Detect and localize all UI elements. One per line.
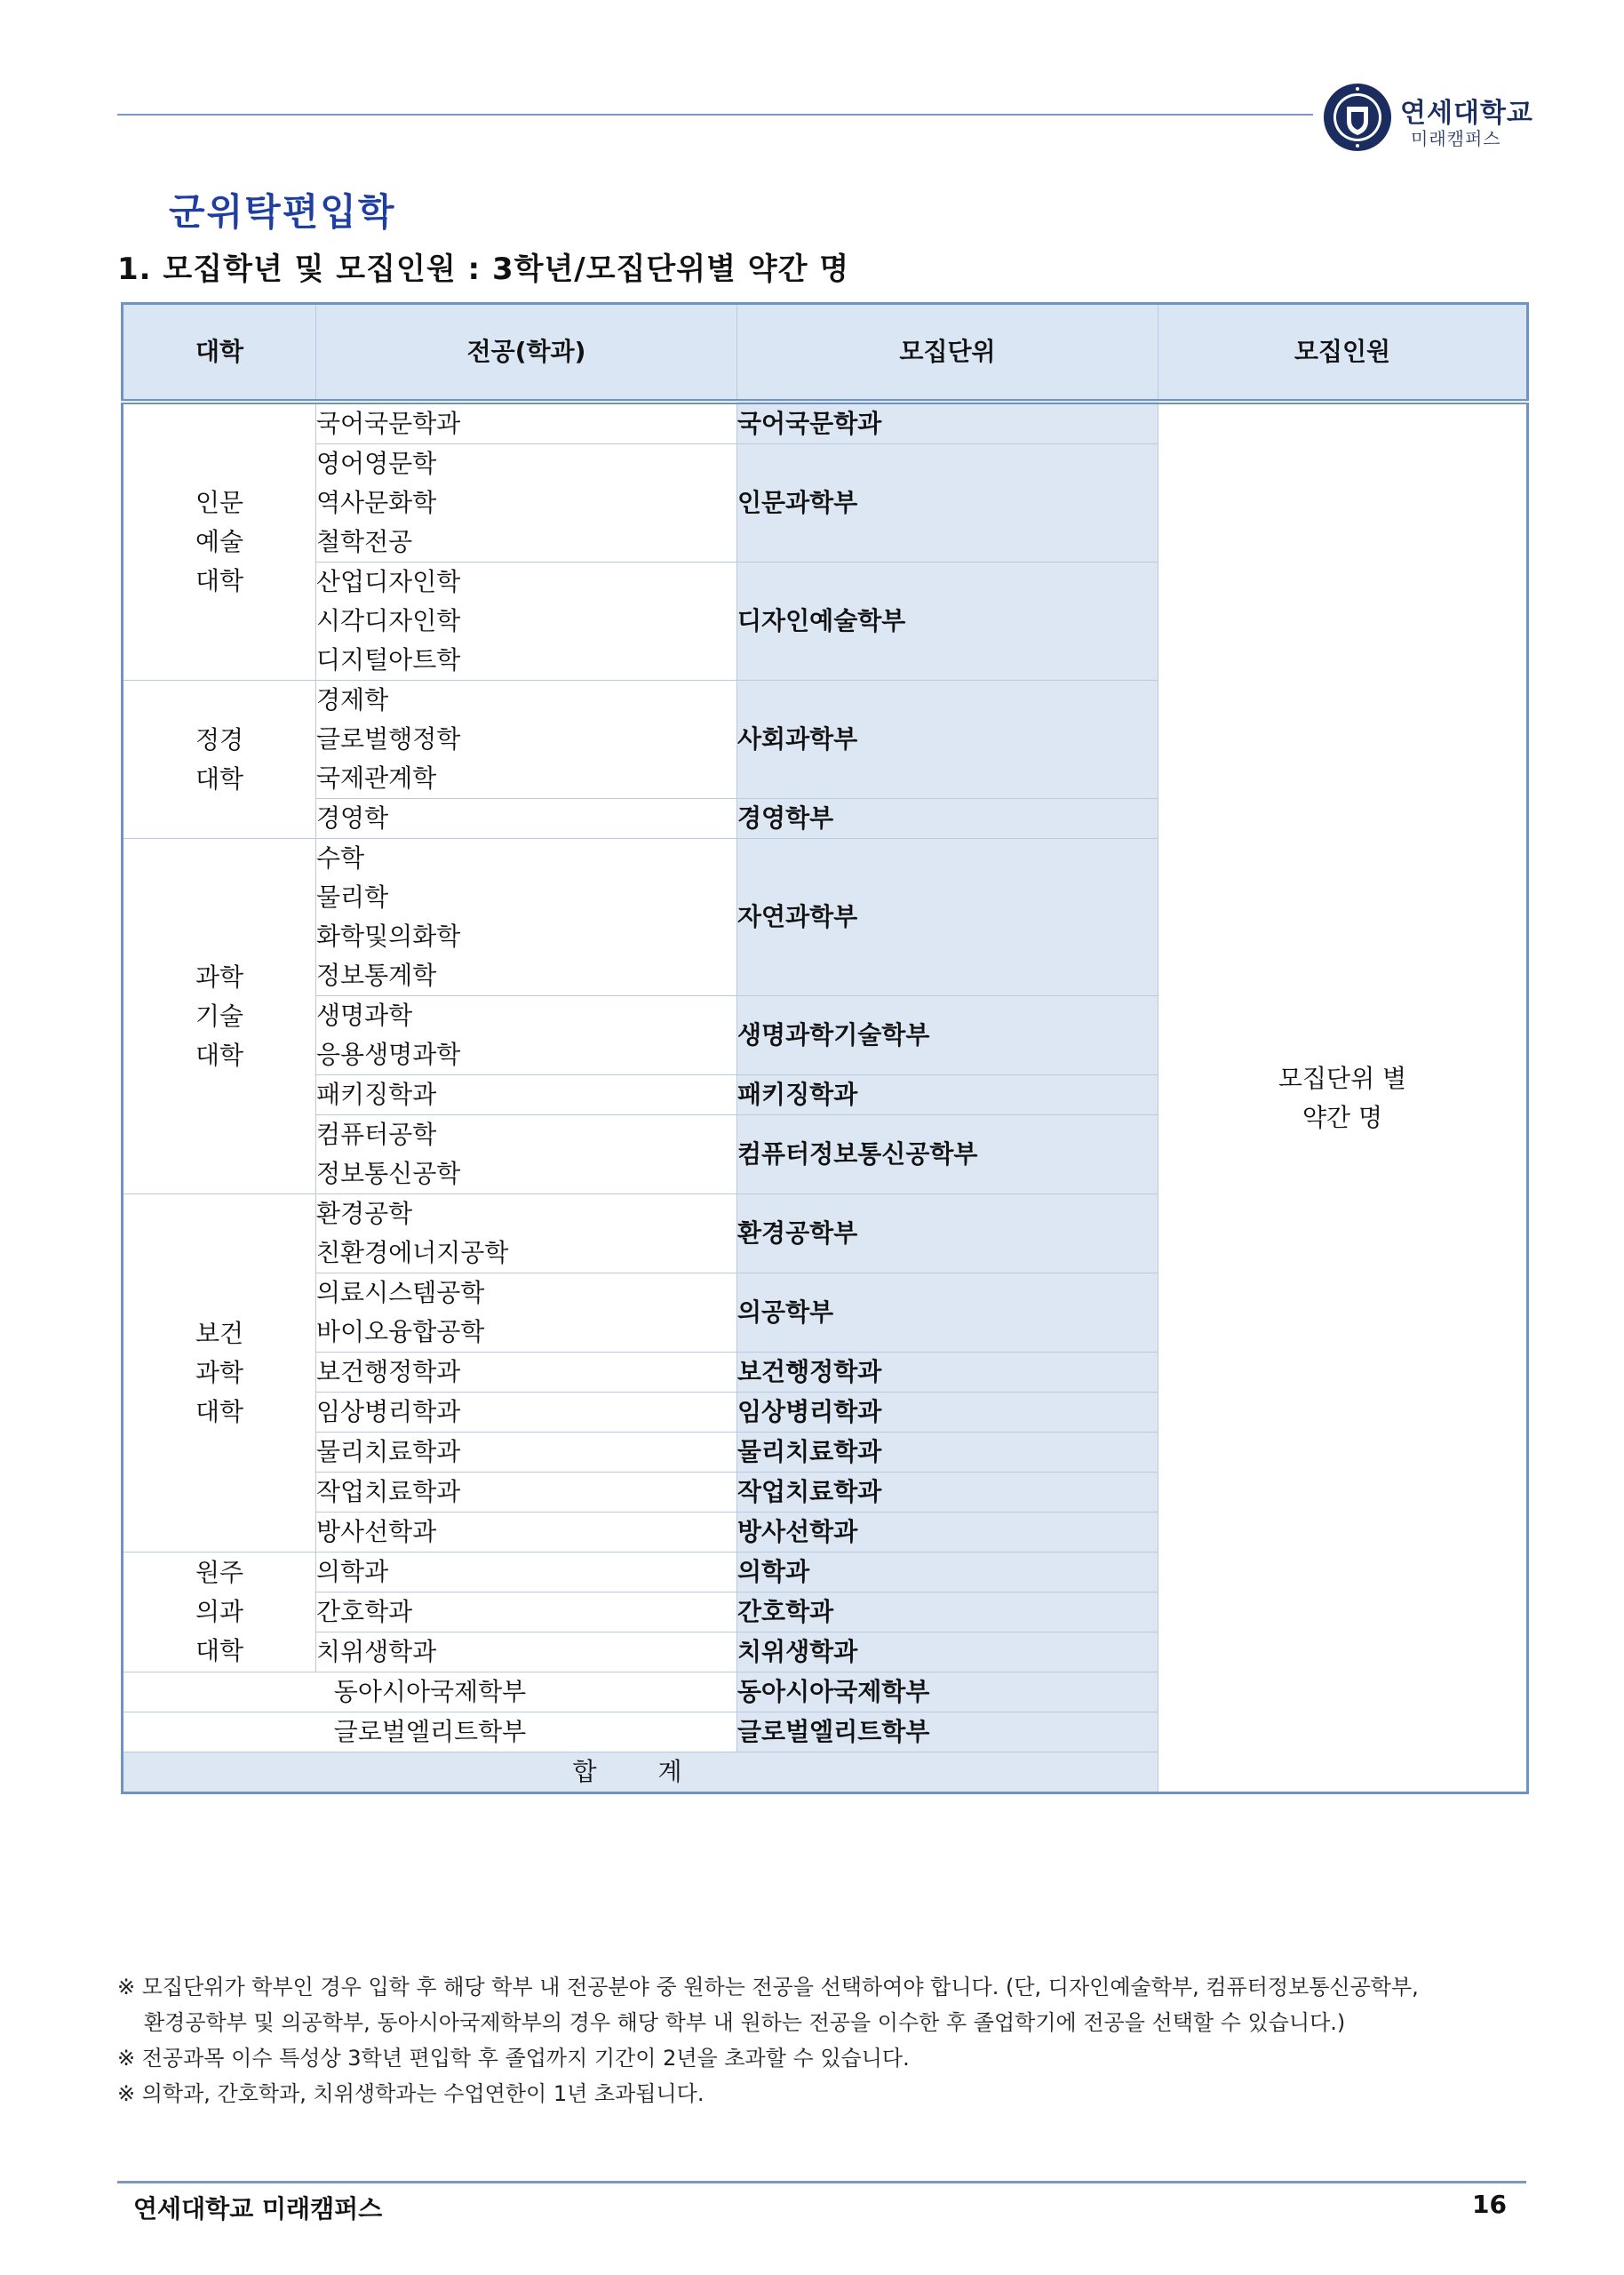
- major-name: 화학및의화학: [316, 922, 461, 951]
- college-cell: [123, 1553, 316, 1672]
- major-cell: [316, 1553, 737, 1592]
- unit-name: 임상병리학과: [737, 1397, 882, 1426]
- college-name: 인문: [195, 488, 244, 517]
- major-name: 국제관계학: [316, 763, 437, 793]
- unit-cell: [737, 681, 1158, 799]
- unit-cell: [737, 1194, 1158, 1273]
- note-line: ※ 전공과목 이수 특성상 3학년 편입학 후 졸업까지 기간이 2년을 초과할 수 있습니다.: [117, 2046, 910, 2071]
- header-quota: 모집인원: [1158, 304, 1528, 403]
- unit-name: 인문과학부: [737, 488, 858, 517]
- unit-cell: [737, 996, 1158, 1075]
- major-name: 응용생명과학: [316, 1040, 461, 1069]
- unit-name: 의학과: [737, 1557, 810, 1586]
- major-cell: [316, 402, 737, 444]
- unit-cell: [737, 402, 1158, 444]
- major-cell: [316, 444, 737, 563]
- header-rule: [117, 114, 1313, 116]
- page-title: 군위탁편입학: [169, 190, 396, 234]
- note-line: ※ 의학과, 간호학과, 치위생학과는 수업연한이 1년 초과됩니다.: [117, 2081, 705, 2106]
- major-cell: [316, 799, 737, 839]
- major-name: 시각디자인학: [316, 606, 461, 635]
- major-name: 국어국문학과: [316, 409, 461, 438]
- unit-cell: [737, 799, 1158, 839]
- college-cell: [123, 681, 316, 839]
- college-cell: [123, 1194, 316, 1553]
- major-cell: [316, 996, 737, 1075]
- unit-name: 동아시아국제학부: [737, 1677, 930, 1706]
- unit-cell: [737, 839, 1158, 996]
- footer-university: 연세대학교 미래캠퍼스: [133, 2194, 383, 2223]
- unit-name: 방사선학과: [737, 1517, 858, 1546]
- college-cell: [123, 402, 316, 681]
- college-name: 과학: [195, 1358, 244, 1387]
- header-college: 대학: [123, 304, 316, 403]
- major-cell: [316, 1473, 737, 1513]
- quota-cell: [1158, 402, 1528, 1793]
- total-label: 합 계: [572, 1757, 709, 1786]
- college-cell: [123, 839, 316, 1194]
- major-name: 역사문화학: [316, 488, 437, 517]
- college-name: 기술: [195, 1001, 244, 1031]
- major-name: 치위생학과: [316, 1637, 437, 1666]
- university-seal-icon: [1322, 82, 1393, 153]
- college-name: 정경: [195, 724, 244, 754]
- college-name: 보건: [195, 1319, 244, 1348]
- major-name: 경제학: [316, 685, 389, 714]
- major-name: 수학: [316, 843, 365, 873]
- major-name: 보건행정학과: [316, 1357, 461, 1386]
- unit-cell: [737, 1273, 1158, 1353]
- college-name: 예술: [195, 527, 244, 556]
- major-name: 철학전공: [316, 527, 413, 556]
- major-cell: [316, 1273, 737, 1353]
- unit-cell: [737, 1115, 1158, 1194]
- major-name: 패키징학과: [316, 1080, 437, 1109]
- unit-name: 생명과학기술학부: [737, 1020, 930, 1050]
- standalone-major-cell: [123, 1672, 737, 1712]
- unit-cell: [737, 1672, 1158, 1712]
- unit-name: 물리치료학과: [737, 1437, 882, 1466]
- unit-name: 보건행정학과: [737, 1357, 882, 1386]
- unit-name: 국어국문학과: [737, 409, 882, 438]
- unit-cell: [737, 1632, 1158, 1672]
- major-name: 정보통계학: [316, 961, 437, 990]
- unit-cell: [737, 1712, 1158, 1752]
- unit-cell: [737, 1553, 1158, 1592]
- major-name: 물리치료학과: [316, 1437, 461, 1466]
- major-cell: [316, 681, 737, 799]
- major-name: 글로벌행정학: [316, 724, 461, 754]
- unit-cell: [737, 1353, 1158, 1393]
- unit-cell: [737, 1592, 1158, 1632]
- quota-text: 약간 명: [1302, 1102, 1383, 1132]
- unit-name: 치위생학과: [737, 1637, 858, 1666]
- unit-cell: [737, 1433, 1158, 1473]
- major-cell: [316, 1632, 737, 1672]
- unit-cell: [737, 563, 1158, 681]
- unit-name: 컴퓨터정보통신공학부: [737, 1139, 978, 1169]
- college-name: 대학: [195, 1636, 244, 1665]
- unit-cell: [737, 1473, 1158, 1513]
- total-cell: [123, 1752, 1158, 1793]
- university-logo: [1322, 82, 1535, 156]
- major-name: 컴퓨터공학: [316, 1120, 437, 1149]
- major-name: 디지털아트학: [316, 645, 461, 675]
- major-cell: [316, 1115, 737, 1194]
- logo-name: 연세대학교: [1400, 98, 1533, 129]
- note-line: ※ 모집단위가 학부인 경우 입학 후 해당 학부 내 전공분야 중 원하는 전공을 선택하여야 합니다. (단, 디자인예술학부, 컴퓨터정보통신공학부,: [117, 1975, 1419, 2000]
- unit-name: 의공학부: [737, 1297, 834, 1327]
- unit-name: 작업치료학과: [737, 1477, 882, 1506]
- major-name: 방사선학과: [316, 1517, 437, 1546]
- quota-text: 모집단위 별: [1278, 1063, 1407, 1093]
- footer-rule: [117, 2181, 1526, 2183]
- table-header-row: [123, 304, 1528, 403]
- major-cell: [316, 1075, 737, 1115]
- major-name: 글로벌엘리트학부: [333, 1717, 527, 1746]
- table-body: [123, 402, 1528, 1793]
- section-title: 1. 모집학년 및 모집인원 : 3학년/모집단위별 약간 명: [117, 251, 850, 287]
- note-line: 환경공학부 및 의공학부, 동아시아국제학부의 경우 해당 학부 내 원하는 전공을 이수한 후 졸업학기에 전공을 선택할 수 있습니다.): [144, 2010, 1346, 2035]
- major-cell: [316, 1194, 737, 1273]
- page-number: 16: [1472, 2190, 1507, 2219]
- unit-name: 패키징학과: [737, 1080, 858, 1109]
- college-name: 대학: [195, 1397, 244, 1426]
- major-cell: [316, 1433, 737, 1473]
- notes: [117, 1969, 1526, 2111]
- college-name: 의과: [195, 1597, 244, 1626]
- major-name: 의료시스템공학: [316, 1278, 485, 1307]
- major-cell: [316, 839, 737, 996]
- unit-cell: [737, 1393, 1158, 1433]
- unit-name: 환경공학부: [737, 1218, 858, 1248]
- major-name: 영어영문학: [316, 449, 437, 478]
- major-name: 환경공학: [316, 1199, 413, 1228]
- major-name: 산업디자인학: [316, 567, 461, 596]
- unit-cell: [737, 444, 1158, 563]
- unit-cell: [737, 1075, 1158, 1115]
- table-row: [123, 402, 1528, 444]
- major-name: 작업치료학과: [316, 1477, 461, 1506]
- major-name: 간호학과: [316, 1597, 413, 1626]
- header-major: 전공(학과): [316, 304, 737, 403]
- college-name: 대학: [195, 1040, 244, 1070]
- major-name: 임상병리학과: [316, 1397, 461, 1426]
- college-name: 원주: [195, 1558, 244, 1587]
- major-name: 정보통신공학: [316, 1159, 461, 1188]
- college-name: 대학: [195, 763, 244, 794]
- major-name: 동아시아국제학부: [333, 1677, 527, 1706]
- college-name: 과학: [195, 962, 244, 992]
- header-unit: 모집단위: [737, 304, 1158, 403]
- major-name: 생명과학: [316, 1001, 413, 1030]
- unit-cell: [737, 1513, 1158, 1553]
- college-name: 대학: [195, 566, 244, 595]
- unit-name: 경영학부: [737, 803, 834, 833]
- major-cell: [316, 1592, 737, 1632]
- unit-name: 글로벌엘리트학부: [737, 1717, 930, 1746]
- major-cell: [316, 1513, 737, 1553]
- unit-name: 사회과학부: [737, 724, 858, 754]
- logo-campus: 미래캠퍼스: [1411, 128, 1501, 149]
- major-name: 경영학: [316, 803, 389, 833]
- unit-name: 자연과학부: [737, 902, 858, 931]
- major-cell: [316, 1393, 737, 1433]
- major-name: 바이오융합공학: [316, 1317, 485, 1346]
- major-name: 의학과: [316, 1557, 389, 1586]
- unit-name: 간호학과: [737, 1597, 834, 1626]
- major-cell: [316, 1353, 737, 1393]
- major-cell: [316, 563, 737, 681]
- major-name: 친환경에너지공학: [316, 1238, 509, 1267]
- admission-table: [121, 302, 1529, 1794]
- standalone-major-cell: [123, 1712, 737, 1752]
- major-name: 물리학: [316, 882, 389, 912]
- unit-name: 디자인예술학부: [737, 606, 906, 635]
